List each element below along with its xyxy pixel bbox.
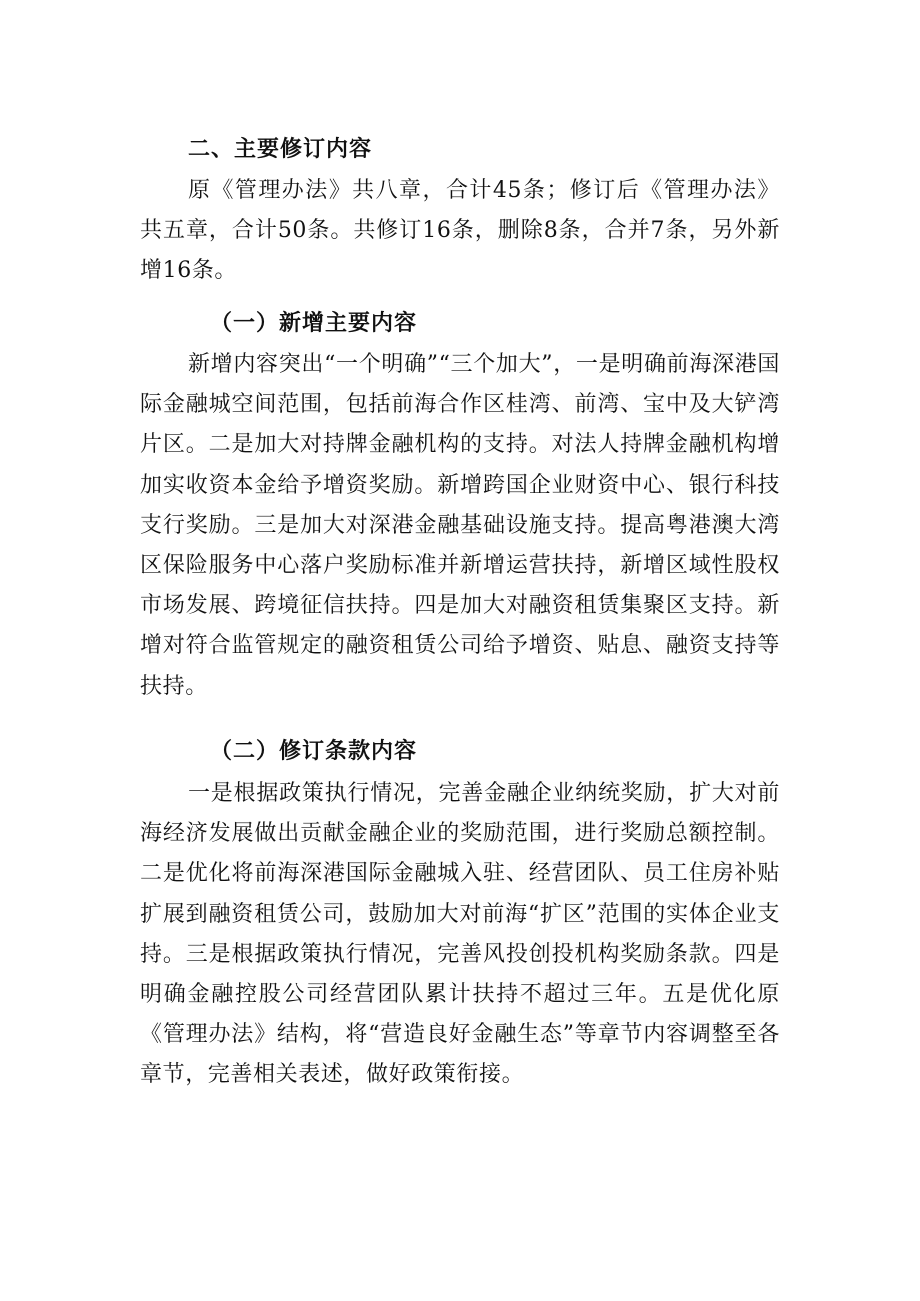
new-content-paragraph: 新增内容突出“一个明确”“三个加大”，一是明确前海深港国际金融城空间范围，包括前海合作区桂湾、前湾、宝中及大铲湾片区。二是加大对持牌金融机构的支持。对法人持牌金融机构增加实收资本金给予增资奖励。新增跨国企业财资中心、银行科技支行奖励。三是加大对深港金融基础设施支持。提高粤港澳大湾区保险服务中心落户奖励标准并新增运营扶持，新增区域性股权市场发展、跨境征信扶持。四是加大对融资租赁集聚区支持。新增对符合监管规定的融资租赁公司给予增资、贴息、融资支持等扶持。 bbox=[140, 352, 780, 699]
subsection-heading-revised-clauses: （二）修订条款内容 bbox=[210, 738, 418, 764]
intro-paragraph: 原《管理办法》共八章，合计45条；修订后《管理办法》共五章，合计50条。共修订16条，删除8条，合并7条，另外新增16条。 bbox=[140, 178, 780, 284]
subsection-heading-new-content: （一）新增主要内容 bbox=[210, 310, 418, 336]
section-heading: 二、主要修订内容 bbox=[188, 136, 373, 162]
revised-clauses-paragraph: 一是根据政策执行情况，完善金融企业纳统奖励，扩大对前海经济发展做出贡献金融企业的奖励范围，进行奖励总额控制。二是优化将前海深港国际金融城入驻、经营团队、员工住房补贴扩展到融资租赁公司，鼓励加大对前海“扩区”范围的实体企业支持。三是根据政策执行情况，完善风投创投机构奖励条款。四是明确金融控股公司经营团队累计扶持不超过三年。五是优化原《管理办法》结构，将“营造良好金融生态”等章节内容调整至各章节，完善相关表述，做好政策衔接。 bbox=[140, 781, 780, 1088]
